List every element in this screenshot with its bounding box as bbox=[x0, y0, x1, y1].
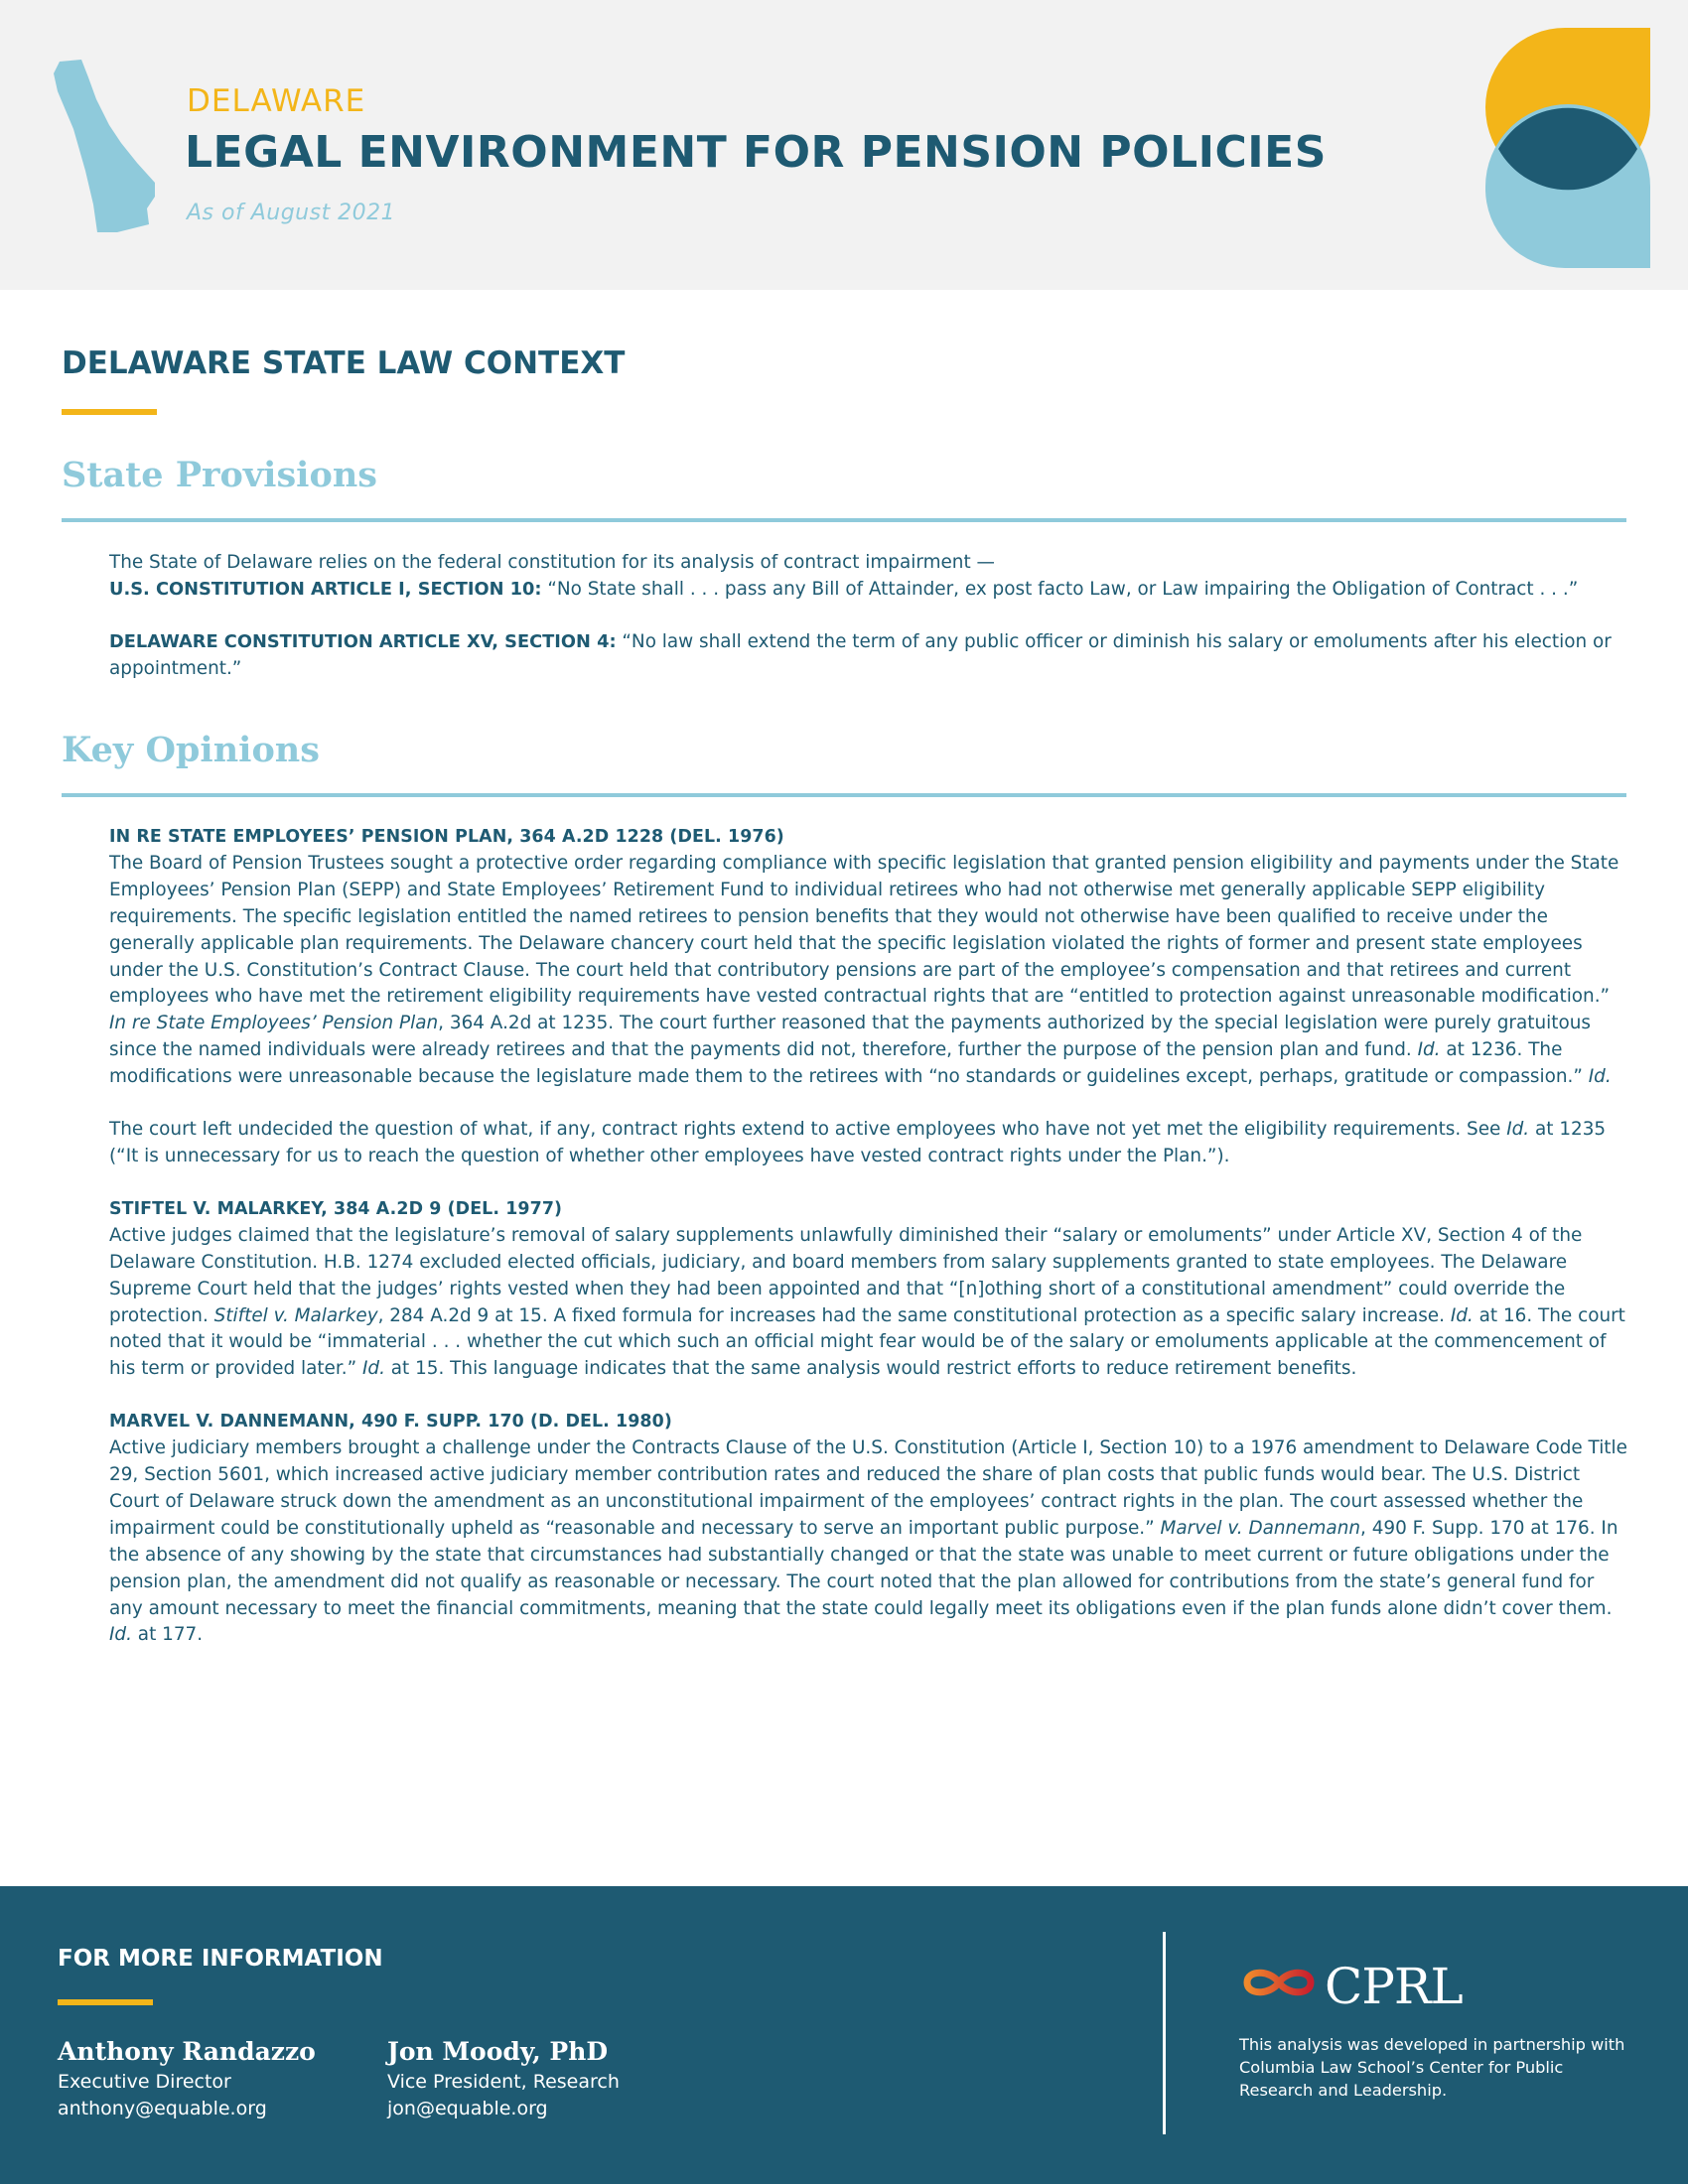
case-paragraph: Active judiciary members brought a challenge under the Contracts Clause of the U.S. Constitution (Article I, Section 10) to a 1976 amendment to Delaware Code Title 29, Section 5601, which increased active judiciary member contribution rates and reduced the share of plan costs that public funds would bear. The U.S. District Court of Delaware struck down the amendment as an unconstitutional impairment of the employees’ contract rights in the plan. The court assessed whether the impairment could be constitutionally upheld as “reasonable and necessary to serve an important public purpose.” Marvel v. Dannemann, 490 F. Supp. 170 at 176. In the absence of any showing by the state that circumstances had substantially changed or that the state was unable to meet current or future obligations under the pension plan, the amendment did not qualify as reasonable or necessary. The court noted that the plan allowed for contributions from the state’s general fund for any amount necessary to meet the financial commitments, meaning that the state could legally meet its obligations even if the plan funds alone didn’t cover them. Id. at 177. bbox=[109, 1437, 1627, 1646]
partnership-note: This analysis was developed in partnership with Columbia Law School’s Center for Public Research and Leadership. bbox=[1239, 2035, 1625, 2100]
case-title: IN RE STATE EMPLOYEES’ PENSION PLAN, 364 A.2D 1228 (DEL. 1976) bbox=[109, 827, 784, 847]
us-constitution-text: “No State shall . . . pass any Bill of Attainder, ex post facto Law, or Law impairing the Obligation of Contract . . .” bbox=[541, 578, 1579, 600]
footer-heading-underline bbox=[58, 1999, 153, 2005]
as-of-date: As of August 2021 bbox=[187, 201, 396, 225]
case-paragraph: The Board of Pension Trustees sought a protective order regarding compliance with specific legislation that granted pension eligibility and payments under the State Employees’ Pension Plan (SEPP) and State Employees’ Retirement Fund to individual retirees who had not otherwise met generally applicable SEPP eligibility requirements. The specific legislation entitled the named retirees to pension benefits that they would not otherwise have been qualified to receive under the generally applicable plan requirements. The Delaware chancery court held that the specific legislation violated the rights of former and present state employees under the U.S. Constitution’s Contract Clause. The court held that contributory pensions are part of the employee’s compensation and that retirees and current employees who have met the retirement eligibility requirements have vested contractual rights that are “entitled to protection against unreasonable modification.” In re State Employees’ Pension Plan, 364 A.2d at 1235. The court further reasoned that the payments authorized by the special legislation were purely gratuitous since the named individuals were already retirees and that the payments did not, therefore, further the purpose of the pension plan and fund. Id. at 1236. The modifications were unreasonable because the legislature made them to the retirees with “no standards or guidelines except, perhaps, gratitude or compassion.” Id. bbox=[109, 852, 1619, 1088]
contact-card bbox=[387, 2035, 620, 2122]
state-provisions-rule bbox=[62, 518, 1626, 522]
state-provisions-heading: State Provisions bbox=[62, 455, 377, 495]
delaware-map-icon bbox=[52, 60, 161, 233]
contact-card bbox=[58, 2035, 316, 2122]
header-state-label: DELAWARE bbox=[187, 83, 366, 119]
page-header bbox=[0, 0, 1688, 290]
delaware-constitution-provision bbox=[109, 629, 1628, 683]
us-constitution-label: U.S. CONSTITUTION ARTICLE I, SECTION 10: bbox=[109, 578, 542, 600]
state-provisions-body bbox=[109, 550, 1628, 683]
key-opinions-rule bbox=[62, 793, 1626, 797]
contact-name: Jon Moody, PhD bbox=[387, 2037, 609, 2066]
provisions-intro: The State of Delaware relies on the federal constitution for its analysis of contract impairment — U.S. CONSTITUTION ARTICLE I, SECTION 10: “No State shall . . . pass any Bill of Attainder, ex post facto Law, or Law impairing the Obligation of Contract . . .” bbox=[109, 552, 1579, 600]
page-title: LEGAL ENVIRONMENT FOR PENSION POLICIES bbox=[185, 127, 1327, 178]
infinity-logo-icon bbox=[1239, 1962, 1319, 2003]
section-title-underline bbox=[62, 409, 157, 415]
case-paragraph: Active judges claimed that the legislature’s removal of salary supplements unlawfully diminished their “salary or emoluments” under Article XV, Section 4 of the Delaware Constitution. H.B. 1274 excluded elected officials, judiciary, and board members from salary supplements granted to state employees. The Delaware Supreme Court held that the judges’ rights vested when they had been appointed and that “[n]othing short of a constitutional amendment” could override the protection. Stiftel v. Malarkey, 284 A.2d 9 at 15. A fixed formula for increases had the same constitutional protection as a specific salary increase. Id. at 16. The court noted that it would be “immaterial . . . whether the cut which such an official might fear would be of the salary or emoluments applicable at the commencement of his term or provided later.” Id. at 15. This language indicates that the same analysis would restrict efforts to reduce retirement benefits. bbox=[109, 1224, 1625, 1380]
contact-role: Vice President, Research bbox=[387, 2071, 620, 2093]
footer-divider bbox=[1163, 1932, 1166, 2134]
contact-email[interactable]: anthony@equable.org bbox=[58, 2098, 267, 2119]
case-paragraph: The court left undecided the question of what, if any, contract rights extend to active employees who have not yet met the eligibility requirements. See Id. at 1235 (“It is unnecessary for us to reach the question of whether other employees have vested contract rights under the Plan.”). bbox=[109, 1119, 1607, 1166]
case-title: MARVEL V. DANNEMANN, 490 F. SUPP. 170 (D. DEL. 1980) bbox=[109, 1412, 672, 1433]
key-opinions-body bbox=[109, 824, 1628, 1649]
delaware-constitution-label: DELAWARE CONSTITUTION ARTICLE XV, SECTION 4: bbox=[109, 630, 617, 652]
footer-heading: FOR MORE INFORMATION bbox=[58, 1946, 383, 1972]
key-opinions-heading: Key Opinions bbox=[62, 730, 320, 770]
contact-name: Anthony Randazzo bbox=[58, 2037, 316, 2066]
equable-logo-icon bbox=[1485, 28, 1650, 268]
section-title: DELAWARE STATE LAW CONTEXT bbox=[62, 345, 626, 381]
contact-email[interactable]: jon@equable.org bbox=[387, 2098, 548, 2119]
delaware-constitution-text: “No law shall extend the term of any public officer or diminish his salary or emoluments after his election or appointment.” bbox=[109, 630, 1612, 679]
case-title: STIFTEL V. MALARKEY, 384 A.2D 9 (DEL. 1977) bbox=[109, 1198, 563, 1219]
contact-role: Executive Director bbox=[58, 2071, 231, 2093]
cprl-wordmark: CPRL bbox=[1325, 1958, 1463, 2015]
